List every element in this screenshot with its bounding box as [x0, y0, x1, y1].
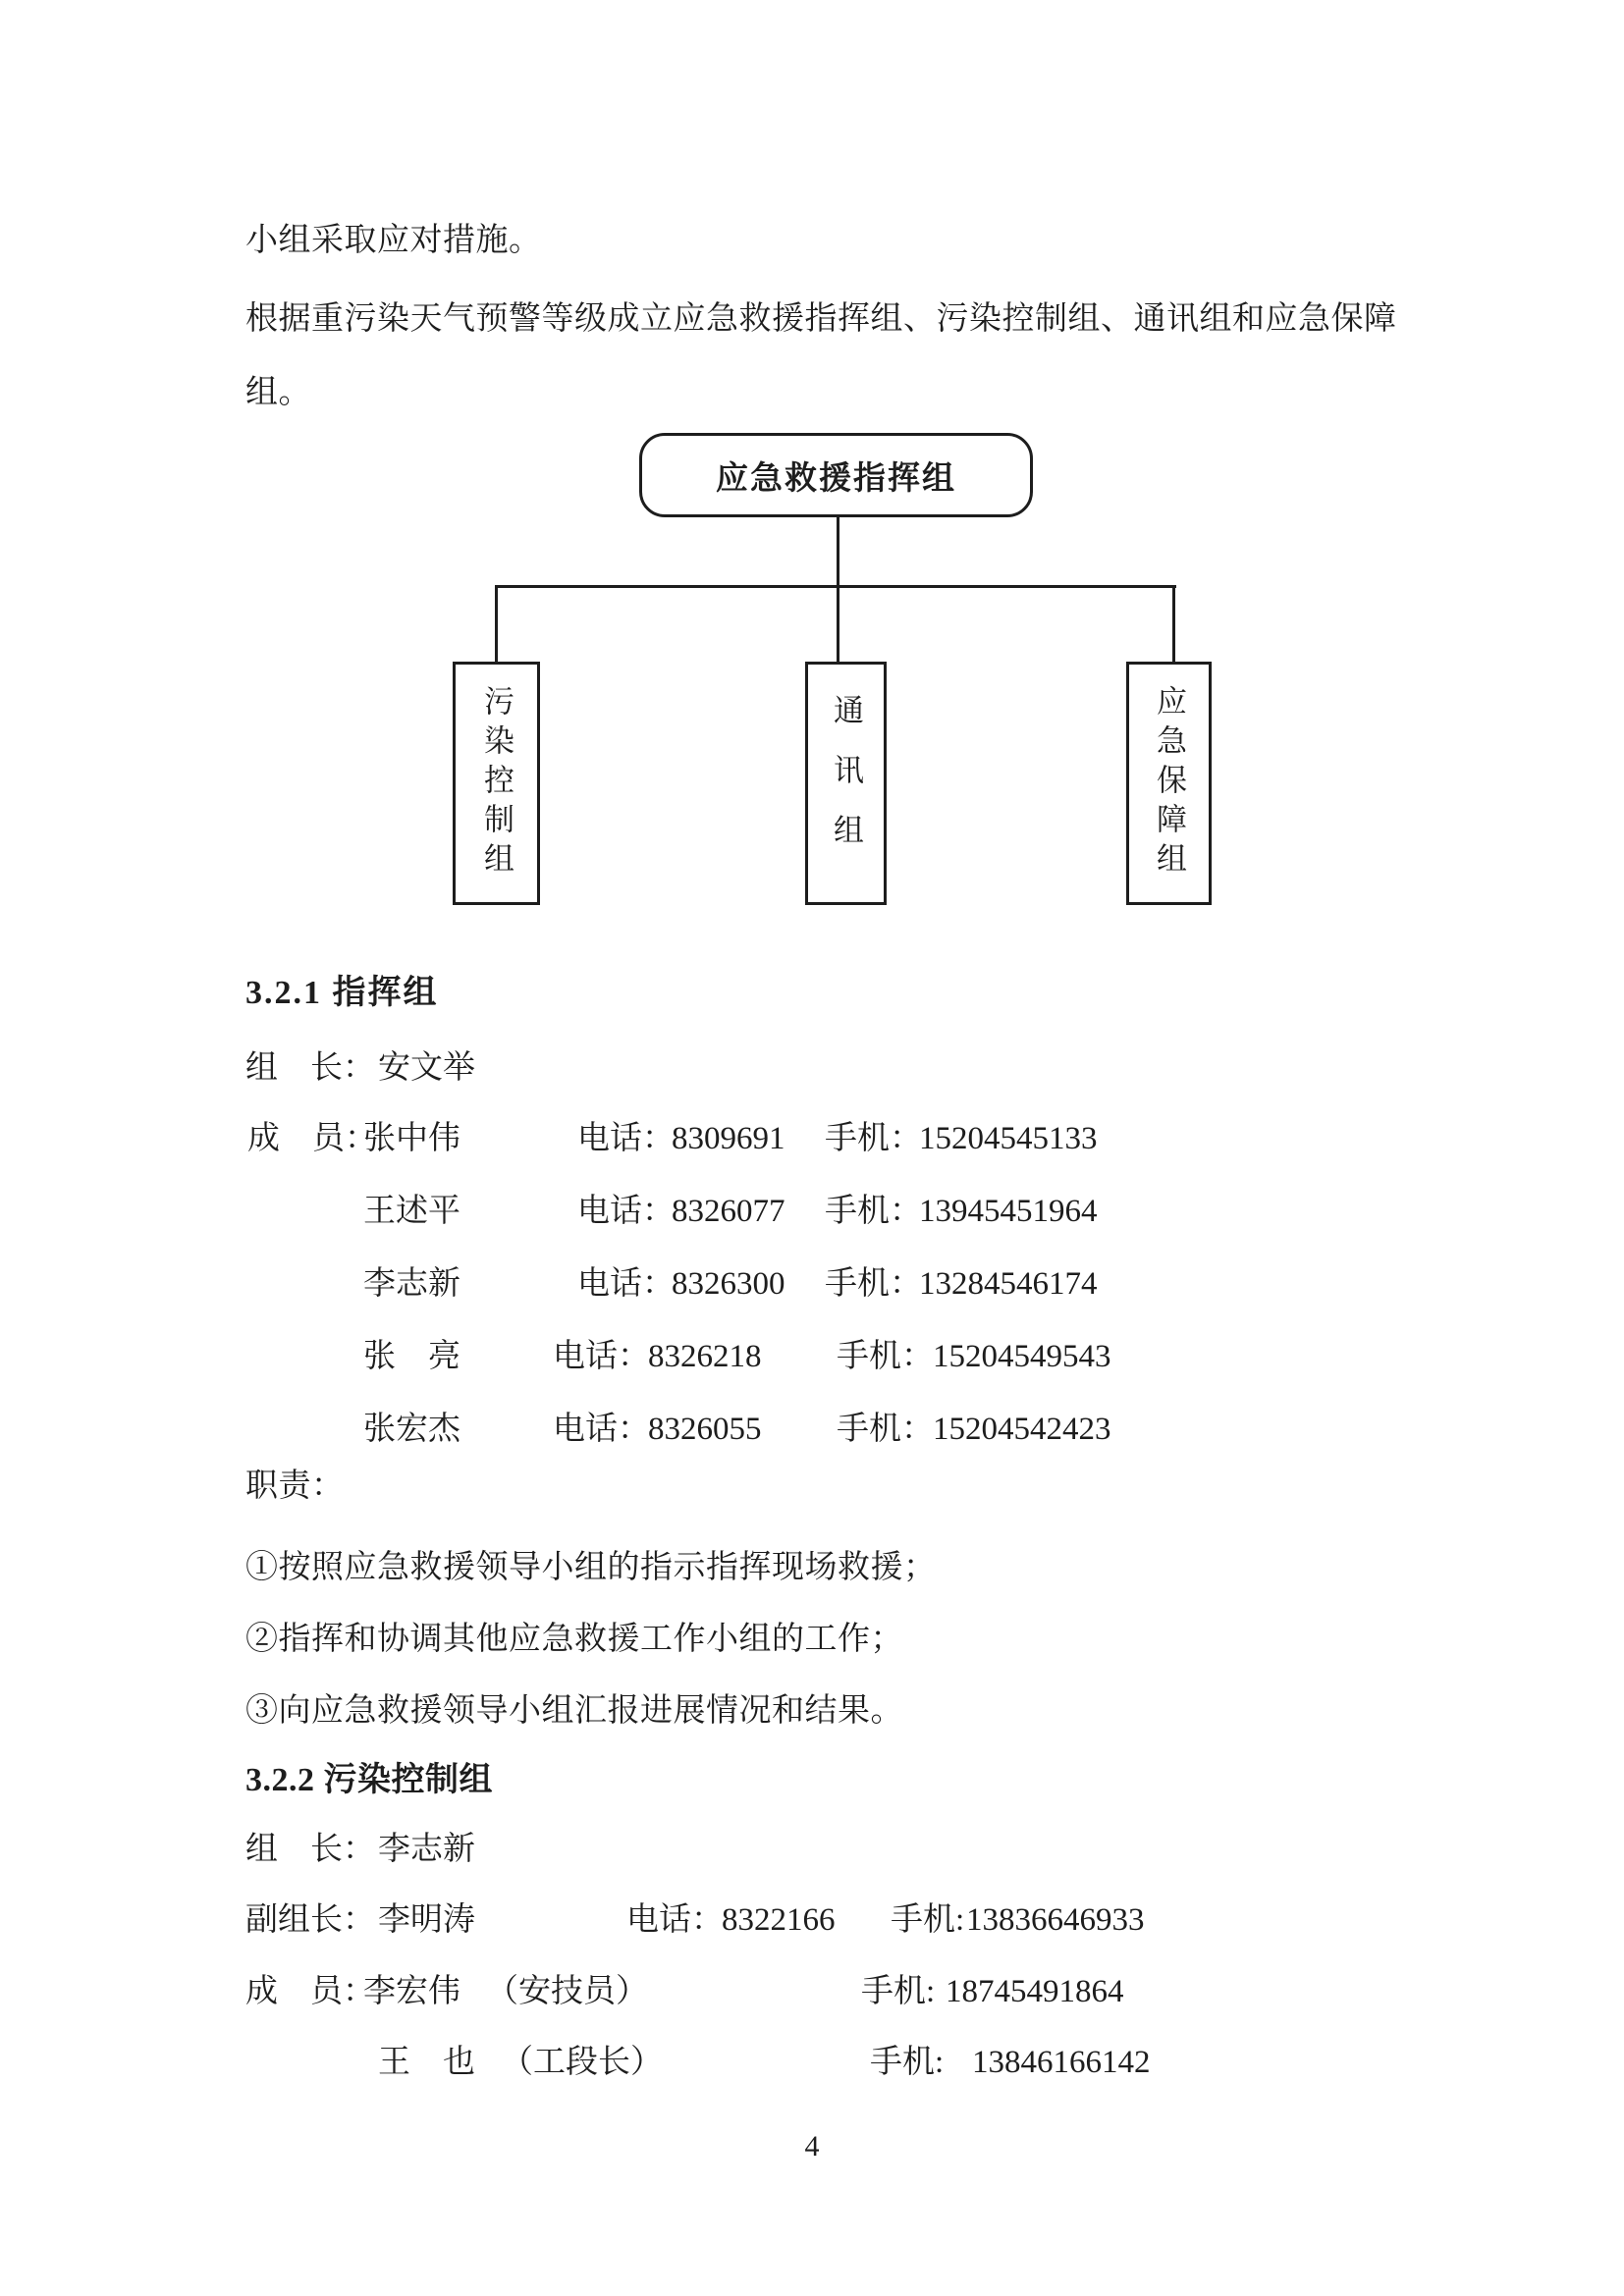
member-name: 王述平	[363, 1194, 460, 1229]
phone-number: 8309691	[672, 1121, 785, 1156]
leader-name: 安文举	[378, 1050, 475, 1086]
duties-label: 职责：	[245, 1468, 345, 1504]
mobile-label: 手机：	[825, 1121, 922, 1156]
phone-number: 8326055	[648, 1412, 762, 1447]
members-label: 成 员：	[247, 1121, 377, 1156]
connector-root-stem-line	[837, 514, 839, 587]
member-row	[0, 1335, 1624, 1378]
connector-middle-drop-line	[837, 587, 839, 664]
mobile-label: 手机：	[825, 1266, 922, 1302]
member-name: 张中伟	[363, 1121, 460, 1156]
connector-horizontal-line	[495, 585, 1176, 588]
phone-number: 8326077	[672, 1194, 785, 1229]
section-321-leader-row	[0, 1046, 1624, 1090]
mobile-number: 15204545133	[919, 1121, 1098, 1156]
connector-left-drop-line	[495, 587, 498, 664]
phone-label: 电话：	[553, 1412, 650, 1447]
section-321-heading: 3.2.1 指挥组	[245, 975, 439, 1011]
phone-label: 电话：	[577, 1266, 675, 1302]
phone-label: 电话：	[577, 1194, 675, 1229]
section-322-deputy-row	[0, 1898, 1624, 1942]
deputy-label: 副组长：	[245, 1902, 375, 1938]
connector-right-drop-line	[1172, 587, 1175, 664]
member-row	[0, 1408, 1624, 1451]
mobile-number: 18745491864	[946, 1974, 1124, 2009]
member-row	[0, 1262, 1624, 1306]
intro-paragraph-line-3: 组。	[245, 375, 311, 410]
org-root-box	[639, 433, 1033, 517]
member-row	[0, 1190, 1624, 1233]
member-name: 张宏杰	[363, 1412, 460, 1447]
member-name: 李宏伟	[363, 1974, 460, 2009]
leader-label: 组 长：	[245, 1050, 375, 1086]
mobile-label: 手机：	[837, 1412, 934, 1447]
section-322-leader-row	[0, 1828, 1624, 1871]
member-row	[0, 2041, 1624, 2084]
member-title: （安技员）	[486, 1974, 648, 2009]
phone-number: 8326300	[672, 1266, 785, 1302]
mobile-label: 手机:	[861, 1974, 936, 2009]
phone-label: 电话：	[577, 1121, 675, 1156]
mobile-label: 手机：	[825, 1194, 922, 1229]
member-name: 张 亮	[363, 1339, 460, 1374]
member-name: 李志新	[363, 1266, 460, 1302]
org-root-label: 应急救援指挥组	[716, 460, 956, 497]
member-name: 王 也	[378, 2045, 475, 2080]
member-row	[0, 1117, 1624, 1160]
org-child-label-communication: 通讯组	[829, 693, 863, 874]
mobile-label: 手机:	[870, 2045, 945, 2080]
intro-paragraph-line-1: 小组采取应对措施。	[245, 223, 542, 258]
org-child-label-emergency-support: 应急保障组	[1152, 685, 1186, 881]
phone-label: 电话：	[553, 1339, 650, 1374]
org-child-box-communication	[805, 662, 887, 905]
mobile-label: 手机：	[837, 1339, 934, 1374]
duty-item: ②指挥和协调其他应急救援工作小组的工作；	[245, 1622, 903, 1657]
member-row	[0, 1970, 1624, 2013]
member-title: （工段长）	[501, 2045, 663, 2080]
leader-name: 李志新	[378, 1832, 475, 1867]
org-child-label-pollution-control: 污染控制组	[479, 685, 514, 881]
members-label: 成 员：	[245, 1974, 375, 2009]
mobile-number: 15204542423	[933, 1412, 1111, 1447]
duty-item: ③向应急救援领导小组汇报进展情况和结果。	[245, 1693, 903, 1729]
phone-number: 8326218	[648, 1339, 762, 1374]
org-child-box-emergency-support	[1126, 662, 1212, 905]
phone-label: 电话：	[626, 1902, 724, 1938]
deputy-name: 李明涛	[378, 1902, 475, 1938]
mobile-number: 13945451964	[919, 1194, 1098, 1229]
mobile-number: 15204549543	[933, 1339, 1111, 1374]
org-child-box-pollution-control	[453, 662, 540, 905]
mobile-label: 手机:	[891, 1902, 965, 1938]
mobile-number: 13846166142	[972, 2045, 1151, 2080]
page-number: 4	[804, 2130, 820, 2163]
mobile-number: 13836646933	[966, 1902, 1145, 1938]
mobile-number: 13284546174	[919, 1266, 1098, 1302]
leader-label: 组 长：	[245, 1832, 375, 1867]
intro-paragraph-line-2: 根据重污染天气预警等级成立应急救援指挥组、污染控制组、通讯组和应急保障	[245, 301, 1397, 337]
phone-number: 8322166	[722, 1902, 836, 1938]
duty-item: ①按照应急救援领导小组的指示指挥现场救援；	[245, 1550, 937, 1585]
section-322-heading: 3.2.2 污染控制组	[245, 1762, 493, 1798]
